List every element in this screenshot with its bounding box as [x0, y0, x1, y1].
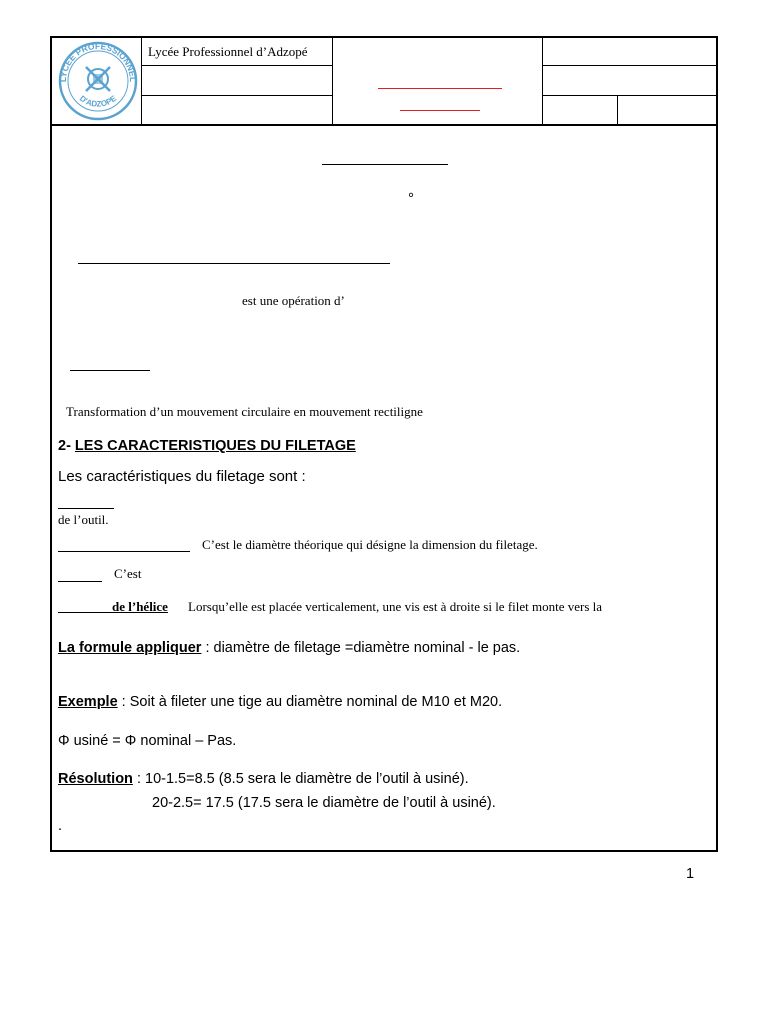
characteristic-blank-4	[58, 612, 112, 613]
characteristic-blank-1	[58, 508, 114, 509]
diameter-text: C’est le diamètre théorique qui désigne la dimension du filetage.	[202, 537, 538, 552]
title-blank-red-1	[378, 88, 502, 89]
helix-label: de l’hélice	[112, 599, 168, 614]
definition-blank	[78, 263, 390, 264]
degree-symbol: °	[408, 190, 414, 207]
school-logo	[56, 41, 140, 121]
resolution-line-1: Résolution : 10-1.5=8.5 (8.5 sera le diamètre de l’outil à usiné).	[58, 771, 469, 787]
page-number: 1	[686, 866, 695, 882]
tool-text: de l’outil.	[58, 512, 109, 527]
formula-line: La formule appliquer : diamètre de filetage =diamètre nominal - le pas.	[58, 640, 521, 656]
svg-text:D'ADZOPE: D'ADZOPE	[77, 93, 119, 109]
characteristic-blank-3	[58, 581, 102, 582]
example-line: Exemple : Soit à fileter une tige au diamètre nominal de M10 et M20.	[58, 694, 503, 710]
operation-text: est une opération d’	[242, 293, 345, 308]
school-name: Lycée Professionnel d’Adzopé	[148, 44, 308, 59]
header-table	[52, 38, 716, 126]
heading-blank	[322, 164, 448, 165]
phi-formula: Φ usiné = Φ nominal – Pas.	[58, 733, 237, 749]
helix-text: Lorsqu’elle est placée verticalement, une vis est à droite si le filet monte vers la	[188, 599, 603, 614]
end-dot: .	[58, 818, 63, 834]
document-frame	[50, 36, 718, 852]
cest-text: C’est	[114, 566, 142, 581]
section2-heading: 2- LES CARACTERISTIQUES DU FILETAGE	[58, 438, 356, 454]
title-blank-red-2	[400, 110, 480, 111]
transformation-text: Transformation d’un mouvement circulaire en mouvement rectiligne	[66, 404, 423, 419]
subheading-blank	[70, 370, 150, 371]
resolution-line-2: 20-2.5= 17.5 (17.5 sera le diamètre de l’outil à usiné).	[152, 795, 496, 811]
section2-intro: Les caractéristiques du filetage sont :	[58, 468, 306, 485]
svg-text:LYCEE PROFESSIONNEL: LYCEE PROFESSIONNEL	[57, 41, 139, 83]
characteristic-blank-2	[58, 551, 190, 552]
